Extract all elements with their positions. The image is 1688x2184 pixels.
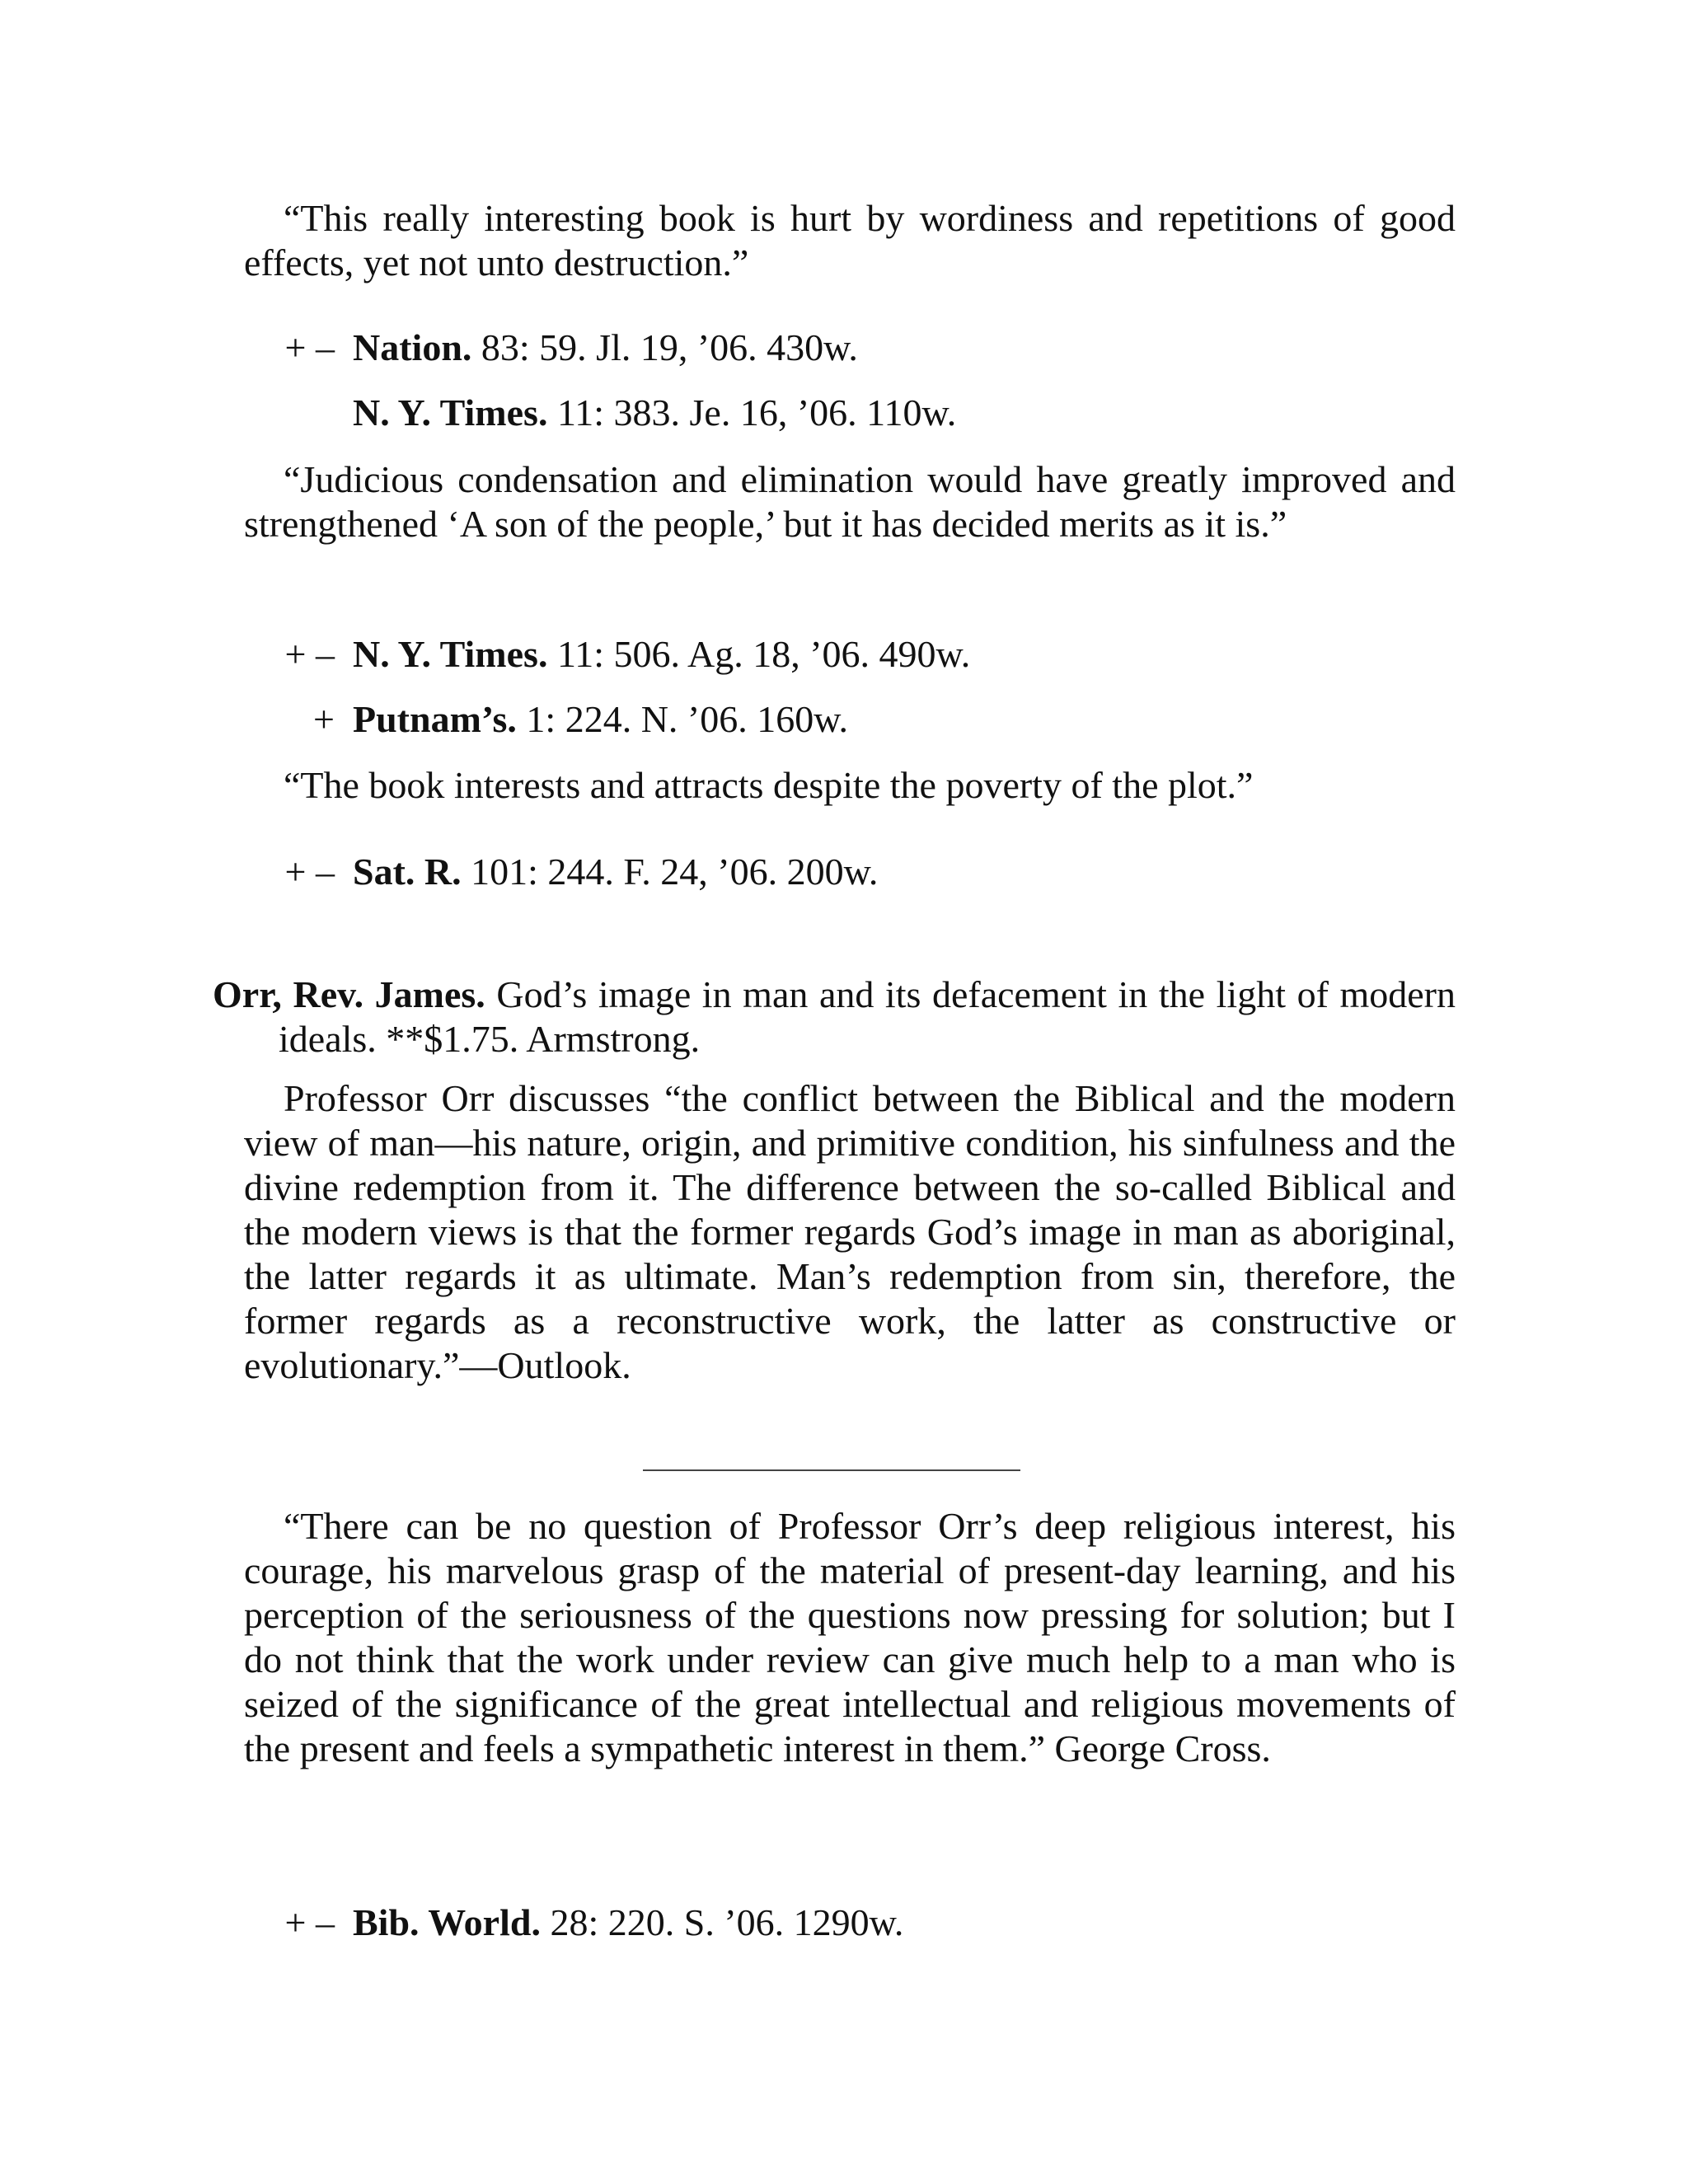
- rating-sign: + –: [284, 1901, 335, 1943]
- citation-text: [353, 850, 878, 894]
- book-entry-heading: [213, 972, 1456, 1062]
- review-quote-4: “There can be no question of Professor Orr’s deep religious interest, his courage, his marvelous grasp of the material of present-day learning, and his perception of the seriousness of the questions now pressing for solution; but I do not think that the work under review can give much help to a man who is seized of the significance of the great intellectual and religious movements of the present and feels a sympathetic interest in them.” George Cross.: [244, 1505, 1456, 1769]
- citation-details: 1: 224. N. ’06. 160w.: [516, 698, 848, 740]
- citation-details: 101: 244. F. 24, ’06. 200w.: [461, 851, 879, 893]
- review-quote-3: “The book interests and attracts despite the poverty of the plot.”: [284, 764, 1254, 806]
- author-name: Orr, Rev. James.: [213, 973, 485, 1015]
- source-name: Sat. R.: [353, 851, 462, 893]
- rating-sign: + –: [284, 326, 335, 368]
- rating-sign: +: [313, 698, 335, 740]
- source-name: Putnam’s.: [353, 698, 517, 740]
- section-divider: [643, 1469, 1020, 1471]
- review-quote-1: “This really interesting book is hurt by wordiness and repetitions of good effects, yet not unto destruction.”: [244, 197, 1456, 284]
- rating-sign: + –: [284, 851, 335, 893]
- citation-text: [353, 326, 858, 370]
- citation-details: 28: 220. S. ’06. 1290w.: [540, 1901, 904, 1943]
- rating-sign: + –: [284, 633, 335, 675]
- citation-text: [353, 391, 956, 435]
- citation-text: [353, 632, 970, 677]
- book-summary: Professor Orr discusses “the conflict between the Biblical and the modern view of man—his nature, origin, and primitive condition, his sinfulness and the divine redemption from it. The difference between the so-called Biblical and the modern views is that the former regards God’s image in man as aboriginal, the latter regards it as ultimate. Man’s redemption from sin, therefore, the former regards as a reconstructive work, the latter as constructive or evolutionary.”—Outlook.: [244, 1077, 1456, 1386]
- source-name: Nation.: [353, 326, 472, 368]
- citation-details: 83: 59. Jl. 19, ’06. 430w.: [471, 326, 858, 368]
- citation-text: [353, 1900, 903, 1945]
- source-name: N. Y. Times.: [353, 633, 548, 675]
- citation-details: 11: 383. Je. 16, ’06. 110w.: [547, 391, 957, 434]
- source-name: Bib. World.: [353, 1901, 541, 1943]
- citation-text: [353, 697, 848, 742]
- book-title-details: God’s image in man and its defacement in the light of modern ideals. **$1.75. Armstrong.: [279, 973, 1456, 1060]
- source-name: N. Y. Times.: [353, 391, 548, 434]
- citation-details: 11: 506. Ag. 18, ’06. 490w.: [547, 633, 971, 675]
- review-quote-2: “Judicious condensation and elimination would have greatly improved and strengthened ‘A son of the people,’ but it has decided merits as it is.”: [244, 458, 1456, 545]
